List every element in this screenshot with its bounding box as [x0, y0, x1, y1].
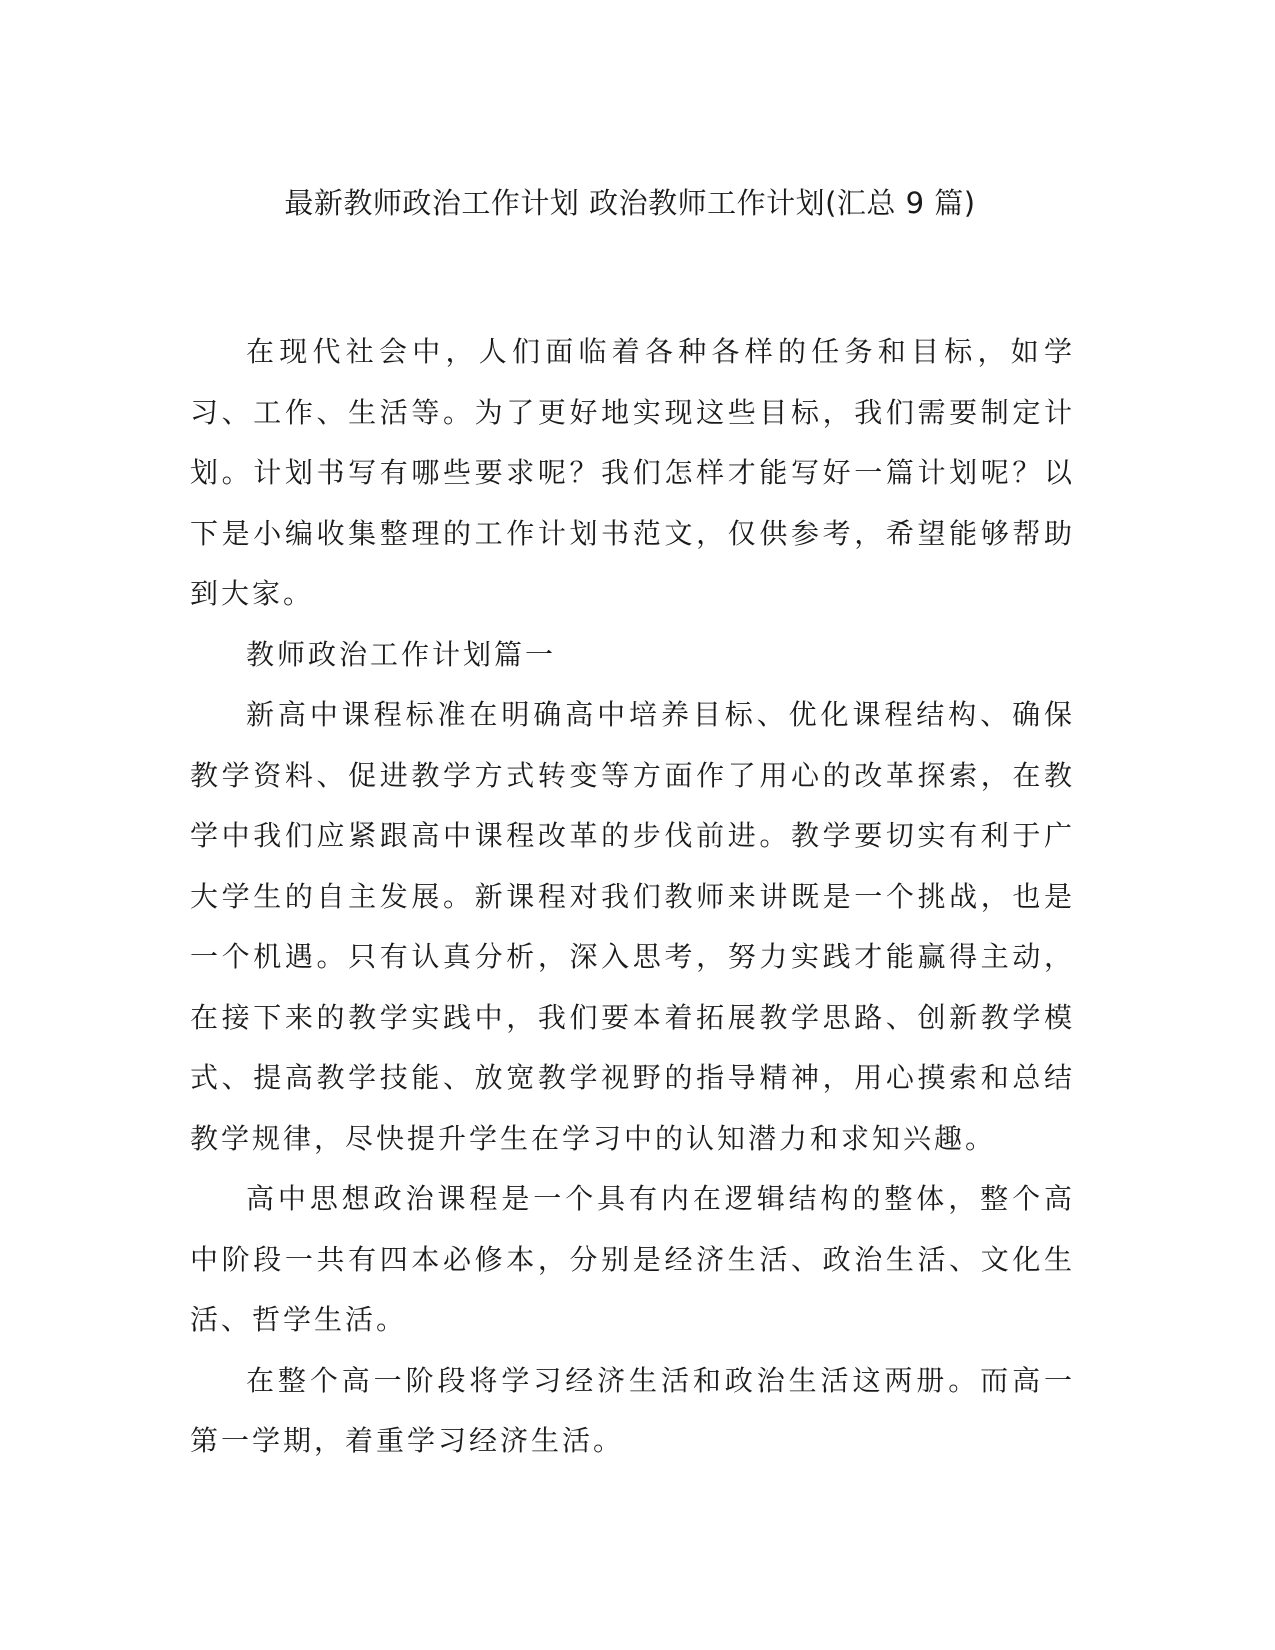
document-title: 最新教师政治工作计划 政治教师工作计划(汇总 9 篇) — [284, 186, 976, 220]
paragraph-curriculum: 新高中课程标准在明确高中培养目标、优化课程结构、确保教学资料、促进教学方式转变等方面作了用心的改革探索，在教学中我们应紧跟高中课程改革的步伐前进。教学要切实有利于广大学生的自主发展。新课程对我们教师来讲既是一个挑战，也是一个机遇。只有认真分析，深入思考，努力实践才能赢得主动，在接下来的教学实践中，我们要本着拓展教学思路、创新教学模式、提高教学技能、放宽教学视野的指导精神，用心摸索和总结教学规律，尽快提升学生在学习中的认知潜力和求知兴趣。 — [190, 698, 1075, 1155]
document-body — [190, 322, 1075, 1472]
paragraph-first-year: 在整个高一阶段将学习经济生活和政治生活这两册。而高一第一学期，着重学习经济生活。 — [190, 1363, 1075, 1457]
paragraph-intro: 在现代社会中，人们面临着各种各样的任务和目标，如学习、工作、生活等。为了更好地实现这些目标，我们需要制定计划。计划书写有哪些要求呢？我们怎样才能写好一篇计划呢？以下是小编收集整理的工作计划书范文，仅供参考，希望能够帮助到大家。 — [190, 335, 1075, 610]
section-heading: 教师政治工作计划篇一 — [246, 637, 557, 671]
paragraph-structure: 高中思想政治课程是一个具有内在逻辑结构的整体，整个高中阶段一共有四本必修本，分别是经济生活、政治生活、文化生活、哲学生活。 — [190, 1182, 1075, 1336]
